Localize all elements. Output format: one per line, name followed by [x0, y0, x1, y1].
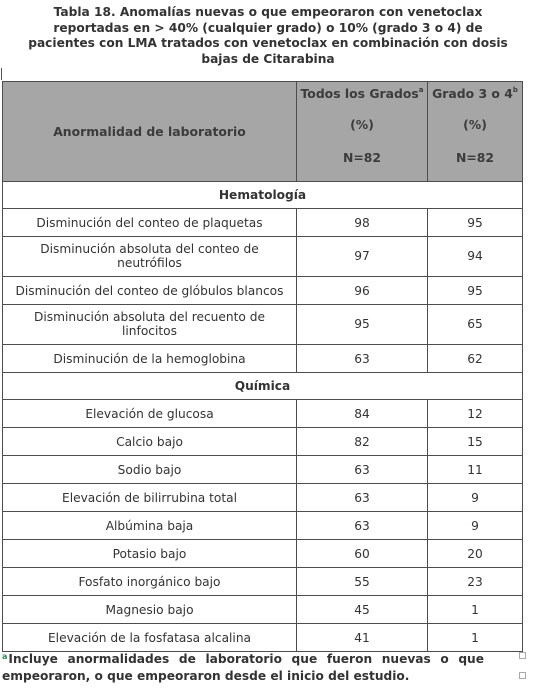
table-row [3, 277, 523, 305]
table-row [3, 237, 523, 277]
footnote-mark: a [2, 652, 8, 661]
all-grades-value: 98 [297, 209, 428, 237]
lab-name: Elevación de glucosa [3, 400, 297, 428]
section-title: Hematología [3, 182, 523, 209]
lab-name: Magnesio bajo [3, 596, 297, 624]
all-grades-value: 55 [297, 568, 428, 596]
grade-3-4-value: 62 [428, 345, 523, 373]
footnote-line-2: empeoraron, o que empeoraron desde el inicio del estudio. [2, 668, 410, 683]
header-grade-3-4 [428, 82, 523, 182]
lab-name: Sodio bajo [3, 456, 297, 484]
footnote-ref-a: a [418, 86, 424, 94]
caption-line: reportadas en > 40% (cualquier grado) o 10% (grado 3 o 4) de [53, 20, 483, 35]
footnote-line-1: Incluye anormalidades de laboratorio que fueron nuevas o que [8, 652, 484, 666]
table-row [3, 512, 523, 540]
section-row-chemistry [3, 373, 523, 400]
margin-marker [1, 68, 2, 80]
all-grades-value: 84 [297, 400, 428, 428]
lab-name: Elevación de la fosfatasa alcalina [3, 624, 297, 652]
all-grades-value: 95 [297, 305, 428, 345]
corner-handle [519, 652, 526, 659]
grade-3-4-value: 11 [428, 456, 523, 484]
table-row [3, 624, 523, 652]
caption-line: Tabla 18. Anomalías nuevas o que empeoraron con venetoclax [53, 5, 483, 19]
lab-name: Fosfato inorgánico bajo [3, 568, 297, 596]
lab-name: Disminución de la hemoglobina [3, 345, 297, 373]
corner-handle [519, 672, 526, 679]
lab-name: Disminución del conteo de plaquetas [3, 209, 297, 237]
table-row [3, 209, 523, 237]
header-all-grades-title: Todos los Grados [300, 86, 419, 102]
grade-3-4-value: 94 [428, 237, 523, 277]
lab-name: Disminución absoluta del recuento de linfocitos [3, 305, 297, 345]
grade-3-4-value: 9 [428, 484, 523, 512]
header-all-grades-unit: (%) [350, 117, 374, 132]
all-grades-value: 82 [297, 428, 428, 456]
lab-name: Albúmina baja [3, 512, 297, 540]
table-row [3, 568, 523, 596]
header-all-grades [297, 82, 428, 182]
grade-3-4-value: 65 [428, 305, 523, 345]
all-grades-value: 96 [297, 277, 428, 305]
header-grade-3-4-n: N=82 [456, 150, 494, 165]
table-row [3, 456, 523, 484]
table-row [3, 484, 523, 512]
all-grades-value: 63 [297, 345, 428, 373]
section-title: Química [3, 373, 523, 400]
lab-name: Potasio bajo [3, 540, 297, 568]
all-grades-value: 63 [297, 512, 428, 540]
table-header-row [3, 82, 523, 182]
table-row [3, 345, 523, 373]
lab-name: Calcio bajo [3, 428, 297, 456]
lab-name: Disminución absoluta del conteo de neutrófilos [3, 237, 297, 277]
header-grade-3-4-unit: (%) [463, 117, 487, 132]
table-caption [0, 5, 536, 67]
grade-3-4-value: 95 [428, 277, 523, 305]
grade-3-4-value: 9 [428, 512, 523, 540]
grade-3-4-value: 15 [428, 428, 523, 456]
section-row-hematology [3, 182, 523, 209]
grade-3-4-value: 23 [428, 568, 523, 596]
grade-3-4-value: 1 [428, 596, 523, 624]
footnote-ref-b: b [512, 86, 518, 94]
lab-name: Disminución del conteo de glóbulos blancos [3, 277, 297, 305]
table-row [3, 596, 523, 624]
table-row [3, 428, 523, 456]
table-row [3, 540, 523, 568]
caption-line: pacientes con LMA tratados con venetoclax en combinación con dosis [28, 36, 508, 50]
table-row [3, 400, 523, 428]
lab-name: Elevación de bilirrubina total [3, 484, 297, 512]
lab-abnormalities-table [2, 81, 523, 652]
all-grades-value: 63 [297, 456, 428, 484]
header-all-grades-n: N=82 [343, 150, 381, 165]
all-grades-value: 45 [297, 596, 428, 624]
all-grades-value: 41 [297, 624, 428, 652]
all-grades-value: 63 [297, 484, 428, 512]
header-lab-abnormality: Anormalidad de laboratorio [3, 82, 297, 182]
grade-3-4-value: 95 [428, 209, 523, 237]
all-grades-value: 60 [297, 540, 428, 568]
all-grades-value: 97 [297, 237, 428, 277]
caption-line: bajas de Citarabina [201, 51, 335, 66]
header-grade-3-4-title: Grado 3 o 4 [432, 86, 513, 102]
grade-3-4-value: 12 [428, 400, 523, 428]
grade-3-4-value: 20 [428, 540, 523, 568]
footnote [2, 652, 484, 683]
table-row [3, 305, 523, 345]
grade-3-4-value: 1 [428, 624, 523, 652]
